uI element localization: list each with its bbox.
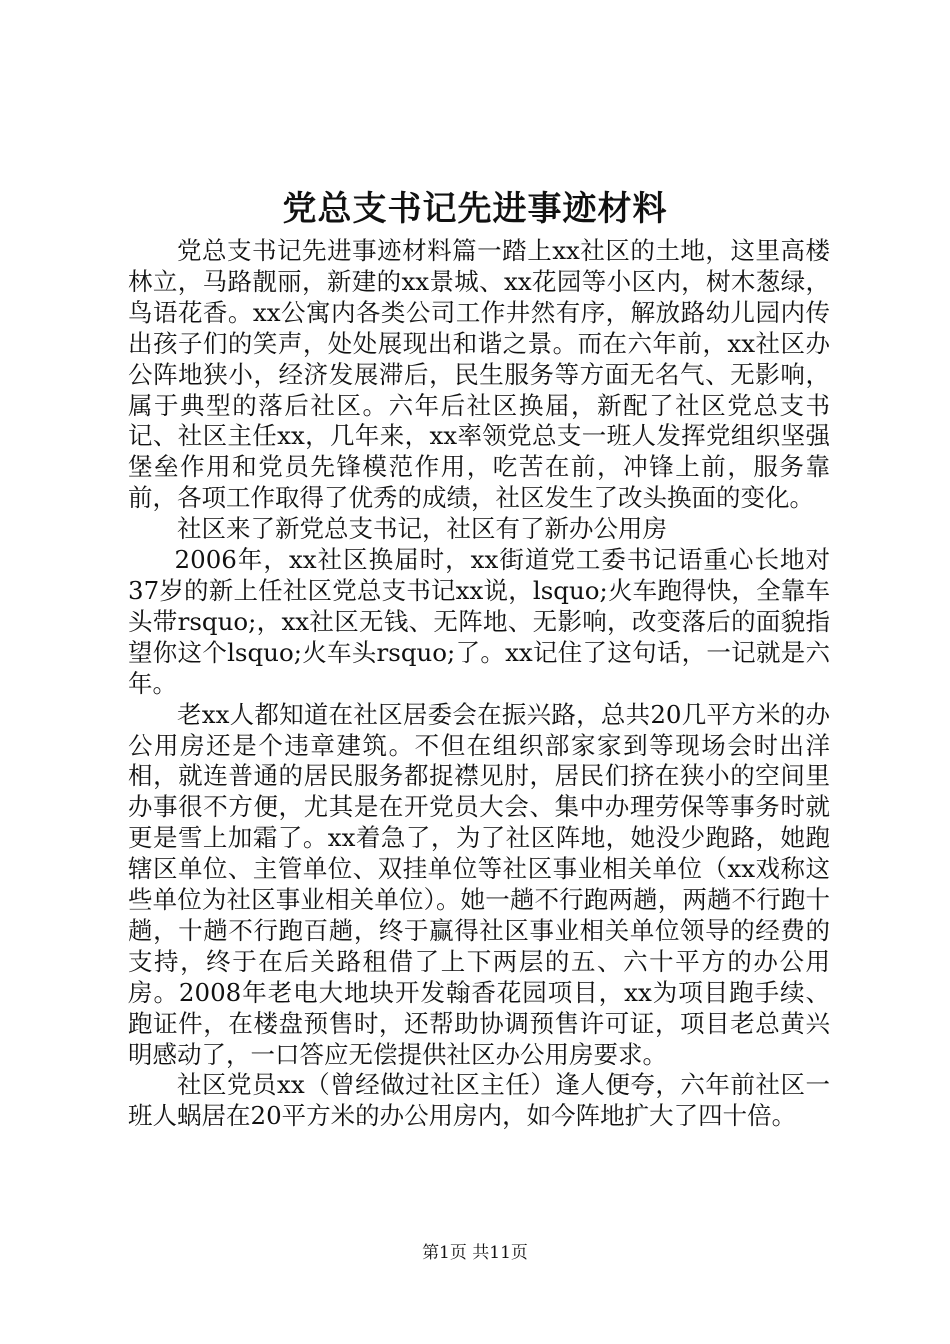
- document-body: [128, 236, 830, 1132]
- paragraph-2-subheading: 社区来了新党总支书记，社区有了新办公用房: [177, 514, 667, 544]
- paragraph-5: 社区党员xx（曾经做过社区主任）逢人便夸，六年前社区一班人蜗居在20平方米的办公用房内，如今阵地扩大了四十倍。: [128, 1070, 830, 1131]
- paragraph-1: 党总支书记先进事迹材料篇一踏上xx社区的土地，这里高楼林立，马路靓丽，新建的xx景城、xx花园等小区内，树木葱绿，鸟语花香。xx公寓内各类公司工作井然有序，解放路幼儿园内传出孩子们的笑声，处处展现出和谐之景。而在六年前，xx社区办公阵地狭小，经济发展滞后，民生服务等方面无名气、无影响，属于典型的落后社区。六年后社区换届，新配了社区党总支书记、社区主任xx，几年来，xx率领党总支一班人发挥党组织坚强堡垒作用和党员先锋模范作用，吃苦在前，冲锋上前，服务靠前，各项工作取得了优秀的成绩，社区发生了改头换面的变化。: [128, 236, 830, 513]
- document-title: 党总支书记先进事迹材料: [282, 189, 668, 229]
- paragraph-4: 老xx人都知道在社区居委会在振兴路，总共20几平方米的办公用房还是个违章建筑。不但在组织部家家到等现场会时出洋相，就连普通的居民服务都捉襟见肘，居民们挤在狭小的空间里办事很不方便，尤其是在开党员大会、集中办理劳保等事务时就更是雪上加霜了。xx着急了，为了社区阵地，她没少跑路，她跑辖区单位、主管单位、双挂单位等社区事业相关单位（xx戏称这些单位为社区事业相关单位）。她一趟不行跑两趟，两趟不行跑十趟，十趟不行跑百趟，终于赢得社区事业相关单位领导的经费的支持，终于在后关路租借了上下两层的五、六十平方的办公用房。2008年老电大地块开发翰香花园项目，xx为项目跑手续、跑证件，在楼盘预售时，还帮助协调预售许可证，项目老总黄兴明感动了，一口答应无偿提供社区办公用房要求。: [128, 699, 830, 1069]
- paragraph-3: 2006年，xx社区换届时，xx街道党工委书记语重心长地对37岁的新上任社区党总支书记xx说，lsquo;火车跑得快，全靠车头带rsquo;，xx社区无钱、无阵地、无影响，改变落后的面貌指望你这个lsquo;火车头rsquo;了。xx记住了这句话，一记就是六年。: [128, 545, 830, 698]
- page-footer: 第1页 共11页: [422, 1243, 528, 1263]
